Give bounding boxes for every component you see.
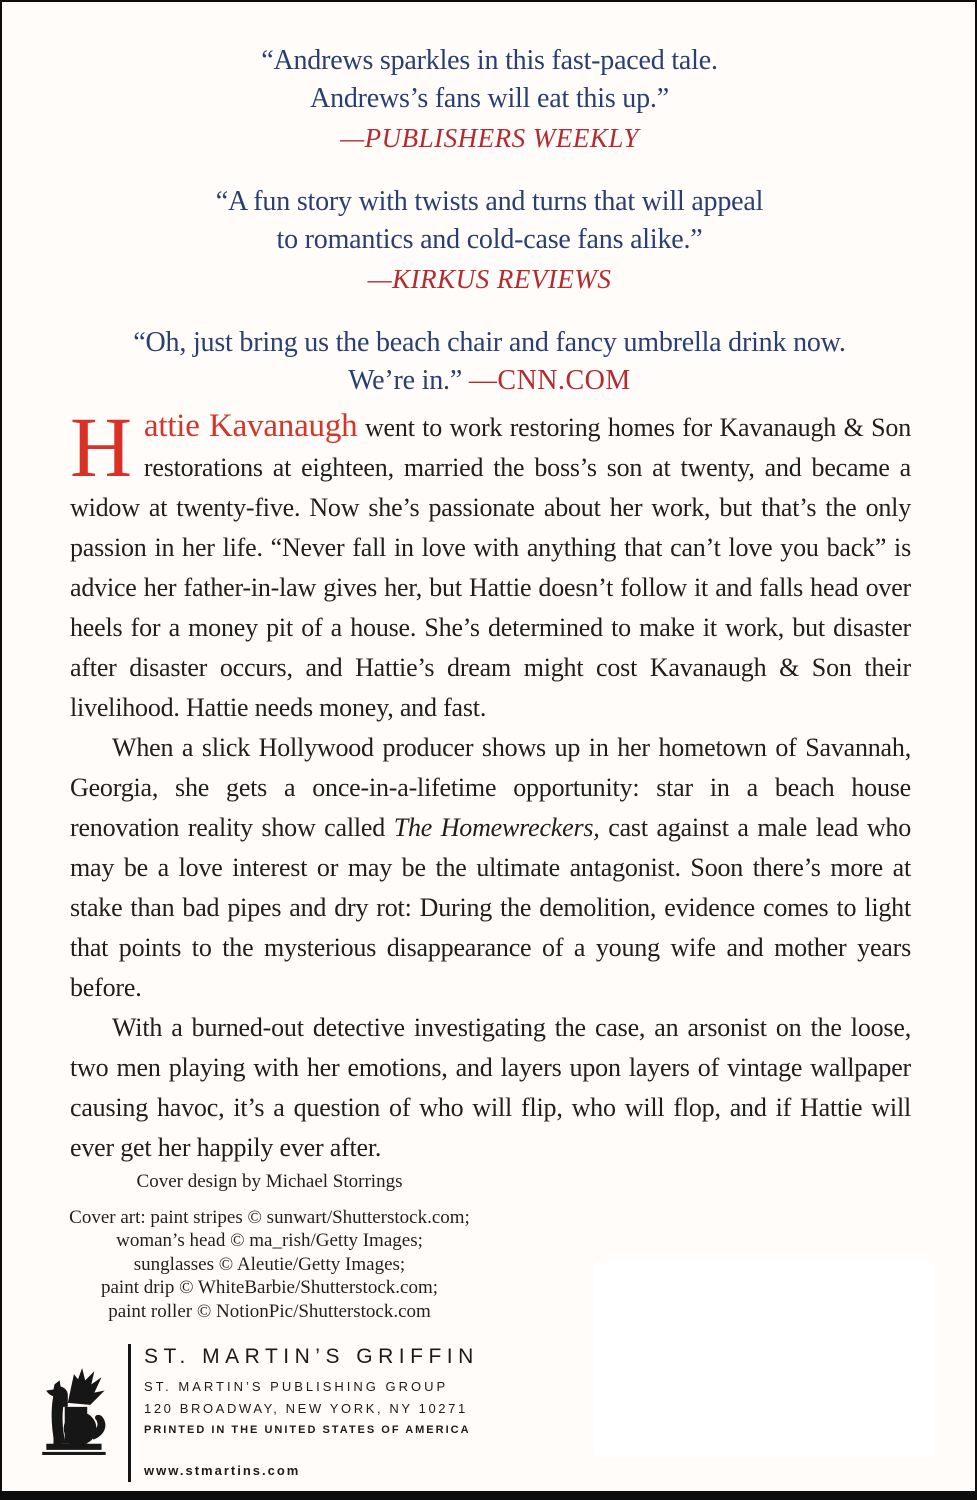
quote-attribution: —KIRKUS REVIEWS: [367, 264, 612, 294]
synopsis-text: cast against a male lead who may be a love interest or may be the ultimate antagonist. Soon there’s more at stake than bad pipes and dry rot: During the demolition, evidence comes to light that points to the mysterious disappearance of a young wife and mother years before.: [70, 813, 912, 1002]
quote-line: “Andrews sparkles in this fast-paced tale.: [261, 45, 718, 76]
quote-attribution: —CNN.COM: [468, 365, 631, 396]
printed-in-note: PRINTED IN THE UNITED STATES OF AMERICA: [144, 1424, 471, 1436]
synopsis-paragraph-1: [70, 399, 911, 728]
cover-art-credit: Cover art: paint stripes © sunwart/Shutterstock.com;: [69, 1206, 470, 1228]
synopsis-paragraph-3: With a burned-out detective investigating the case, an arsonist on the loose, two men playing with her emotions, and layers upon layers of vintage wallpaper causing havoc, it’s a question of who will flip, who will flop, and if Hattie will ever get her happily ever after.: [70, 1013, 911, 1162]
publisher-address: 120 BROADWAY, NEW YORK, NY 10271: [144, 1401, 468, 1416]
cover-art-credit: paint drip © WhiteBarbie/Shutterstock.com;: [100, 1277, 439, 1298]
publisher-block: [144, 1344, 564, 1479]
cover-design-credit: Cover design by Michael Storrings: [136, 1171, 403, 1192]
publisher-website: www.stmartins.com: [144, 1463, 301, 1478]
quote-line: “A fun story with twists and turns that will appeal: [215, 186, 764, 217]
scan-light-patch: [594, 1260, 935, 1458]
quote-attribution: —PUBLISHERS WEEKLY: [340, 123, 639, 153]
cover-credits: [2, 1170, 537, 1323]
cover-art-credit: paint roller © NotionPic/Shutterstock.com: [108, 1300, 431, 1322]
synopsis: [70, 399, 912, 1168]
quote-line: to romantics and cold-case fans alike.”: [276, 224, 703, 255]
quote-kirkus-reviews: [68, 183, 911, 297]
quote-line: “Oh, just bring us the beach chair and fancy umbrella drink now.: [133, 327, 846, 358]
cover-art-credit: woman’s head © ma_rish/Getty Images;: [116, 1230, 423, 1251]
synopsis-paragraph-2: [70, 728, 911, 1008]
book-title-italic: The Homewreckers,: [393, 813, 600, 842]
quote-cnn: [68, 324, 911, 400]
cover-art-credit: sunglasses © Aleutie/Getty Images;: [133, 1253, 406, 1275]
publisher-group: ST. MARTIN’S PUBLISHING GROUP: [144, 1379, 449, 1394]
drop-cap: H: [70, 399, 132, 495]
quote-line-text: We’re in.”: [348, 365, 469, 396]
synopsis-text: When a slick Hollywood producer shows up in her hometown of Savannah, Georgia, she gets a once-in-a-lifetime opportunity: star in a beach house renovation reality show called: [70, 733, 911, 842]
griffin-icon: [40, 1366, 114, 1456]
quote-publishers-weekly: [68, 42, 911, 156]
lead-name: attie Kavanaugh: [143, 408, 358, 444]
synopsis-text: went to work restoring homes for Kavanaugh & Son restorations at eighteen, married the boss’s son at twenty, and became a widow at twenty-five. Now she’s passionate about her work, but that’s the only passion in her life. “Never fall in love with anything that can’t love you back” is advice her father-in-law gives her, but Hattie doesn’t follow it and falls head over heels for a money pit of a house. She’s determined to make it work, but disaster after disaster occurs, and Hattie’s dream might cost Kavanaugh & Son their livelihood. Hattie needs money, and fast.: [70, 413, 911, 722]
publisher-imprint: ST. MARTIN’S GRIFFIN: [144, 1345, 479, 1368]
quote-line: [68, 362, 911, 400]
publisher-divider: [128, 1344, 131, 1482]
quote-line: Andrews’s fans will eat this up.”: [310, 83, 669, 114]
review-quotes: [68, 42, 911, 427]
